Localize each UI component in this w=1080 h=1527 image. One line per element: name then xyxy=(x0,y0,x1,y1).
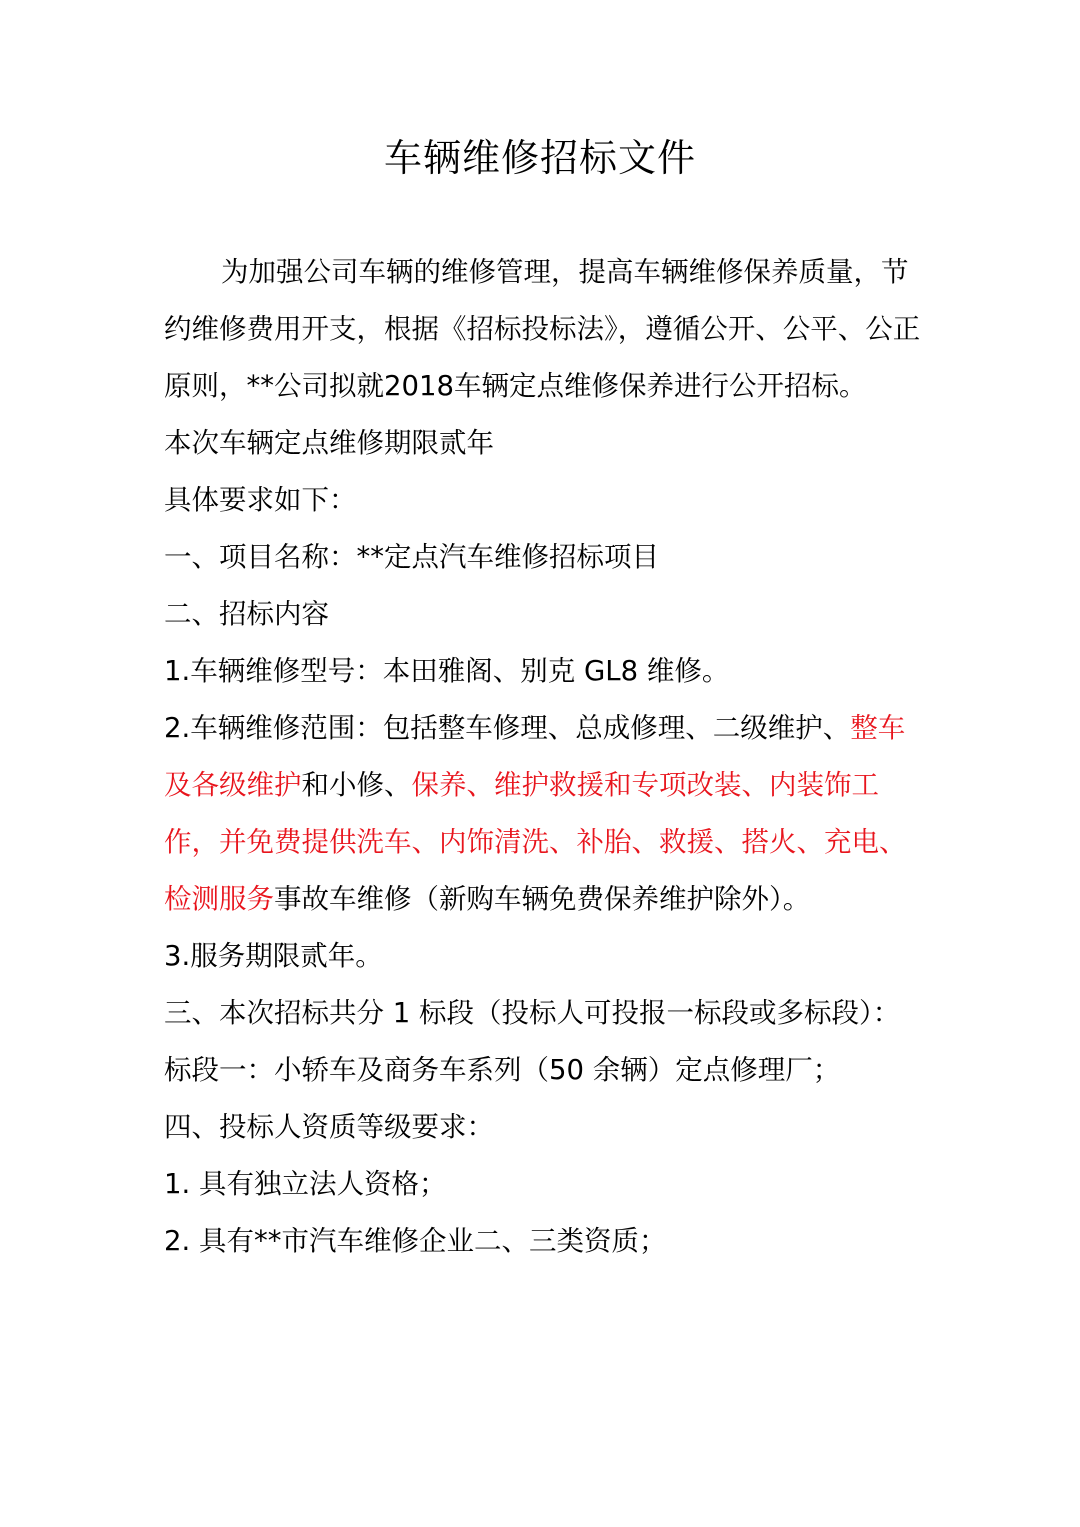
repair-scope-text-3: 事故车维修（新购车辆免费保养维护除外）。 xyxy=(274,883,811,915)
item-service-period: 3.服务期限贰年。 xyxy=(164,940,383,972)
item-repair-models: 1.车辆维修型号：本田雅阁、别克 GL8 维修。 xyxy=(164,655,730,687)
requirements-line: 具体要求如下： xyxy=(164,484,357,516)
qualification-item-1: 1. 具有独立法人资格； xyxy=(164,1168,447,1200)
section-project-name: 一、项目名称：**定点汽车维修招标项目 xyxy=(164,541,659,573)
repair-scope-highlight-1: 整车及各级维护 xyxy=(164,712,906,801)
document-body xyxy=(164,244,924,1270)
section-tender-content: 二、招标内容 xyxy=(164,598,329,630)
document-title: 车辆维修招标文件 xyxy=(383,136,696,180)
repair-scope-highlight-2: 保养、维护救援和专项改装、内装饰工作，并免费提供洗车、内饰清洗、补胎、救援、搭火、充电、检测服务 xyxy=(164,769,907,915)
section-lots: 三、本次招标共分 1 标段（投标人可投报一标段或多标段）： xyxy=(164,997,901,1029)
item-repair-scope xyxy=(164,700,924,928)
qualification-item-2: 2. 具有**市汽车维修企业二、三类资质； xyxy=(164,1225,667,1257)
repair-scope-text-2: 和小修、 xyxy=(301,769,412,801)
repair-scope-text-1: 2.车辆维修范围：包括整车修理、总成修理、二级维护、 xyxy=(164,712,851,744)
intro-paragraph: 为加强公司车辆的维修管理，提高车辆维修保养质量，节约维修费用开支，根据《招标投标法》，遵循公开、公平、公正原则，**公司拟就2018车辆定点维修保养进行公开招标。 xyxy=(164,256,921,402)
lot-one: 标段一：小轿车及商务车系列（50 余辆）定点修理厂； xyxy=(164,1054,841,1086)
section-qualifications: 四、投标人资质等级要求： xyxy=(164,1111,494,1143)
period-line: 本次车辆定点维修期限贰年 xyxy=(164,427,494,459)
